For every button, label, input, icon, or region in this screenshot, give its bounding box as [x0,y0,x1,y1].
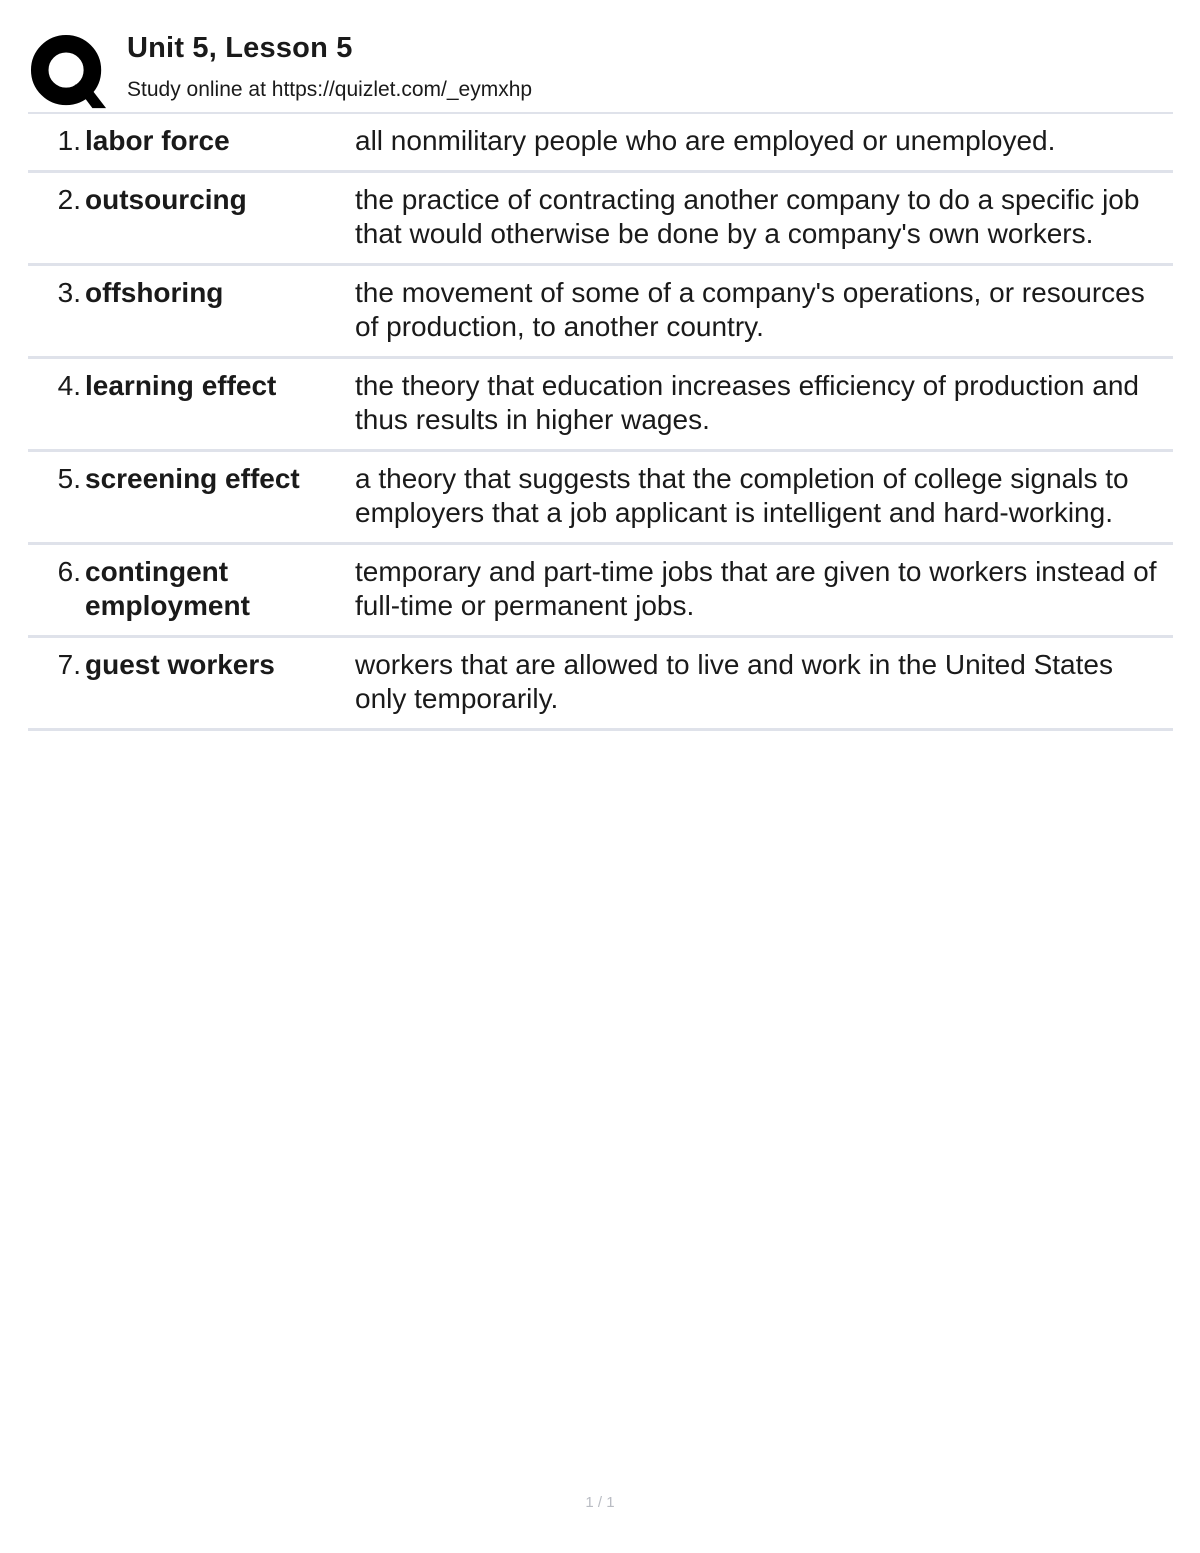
term-definition: the practice of contracting another company to do a specific job that would otherwise be done by a company's own workers. [355,184,1140,249]
term-word: labor force [85,125,230,156]
term-definition: the movement of some of a company's operations, or resources of production, to another country. [355,277,1145,342]
term-word: outsourcing [85,184,247,215]
term-definition: the theory that education increases efficiency of production and thus results in higher wages. [355,370,1139,435]
term-number: 2 . [28,183,83,251]
quizlet-logo-icon [30,34,108,112]
page-number: 1 / 1 [585,1494,615,1511]
term-word: learning effect [85,370,277,401]
term-word: contingent employment [85,556,250,621]
term-row [28,266,1173,359]
term-list [28,112,1173,731]
term-number: 3 . [28,276,83,344]
term-row [28,452,1173,545]
page-title: Unit 5, Lesson 5 [127,32,353,64]
term-definition: workers that are allowed to live and work in the United States only temporarily. [355,649,1113,714]
term-number: 1 . [28,124,83,158]
term-number: 5 . [28,462,83,530]
term-word: offshoring [85,277,224,308]
term-row [28,173,1173,266]
term-definition: temporary and part-time jobs that are given to workers instead of full-time or permanent jobs. [355,556,1157,621]
term-definition: a theory that suggests that the completion of college signals to employers that a job applicant is intelligent and hard-working. [355,463,1129,528]
term-definition: all nonmilitary people who are employed or unemployed. [355,125,1056,156]
term-row [28,638,1173,731]
term-row [28,114,1173,173]
term-number: 6 . [28,555,83,623]
document-header [30,26,1172,110]
term-number: 7 . [28,648,83,716]
term-word: screening effect [85,463,300,494]
term-word: guest workers [85,649,275,680]
term-number: 4 . [28,369,83,437]
term-row [28,359,1173,452]
study-link-text: Study online at https://quizlet.com/_eymxhp [127,78,533,101]
term-row [28,545,1173,638]
